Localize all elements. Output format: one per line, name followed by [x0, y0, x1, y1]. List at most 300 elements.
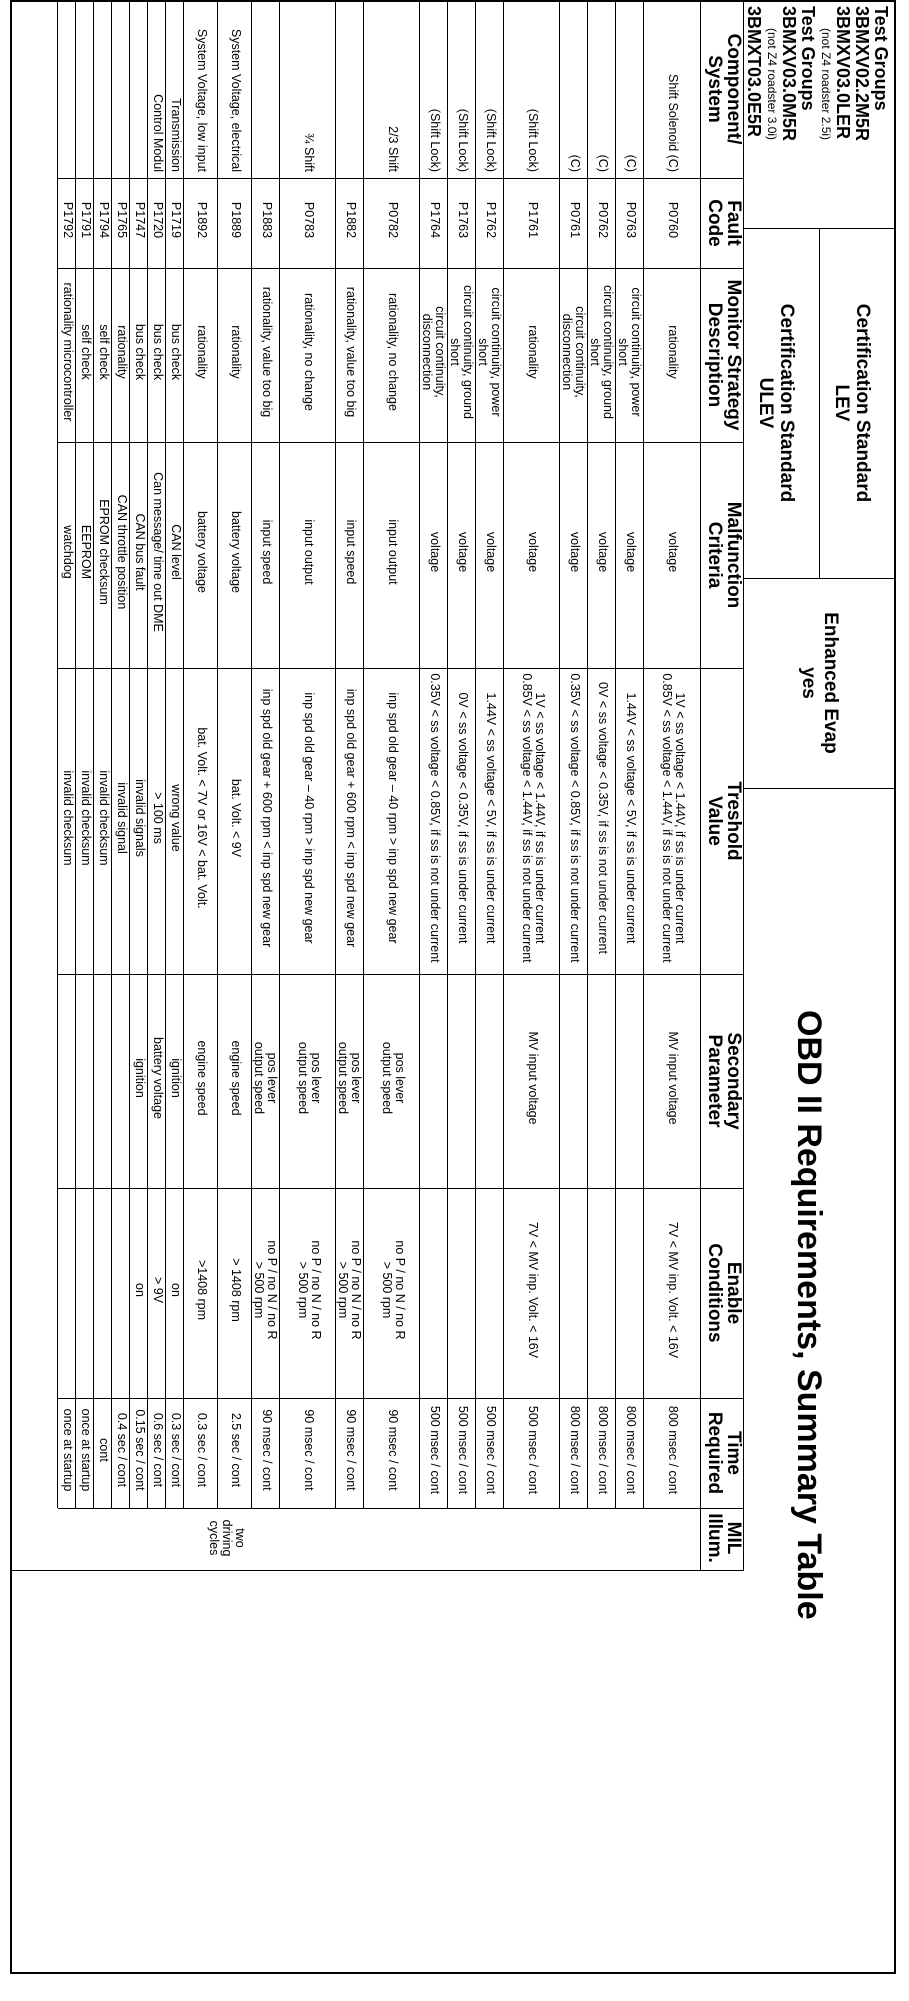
fault-code-cell — [386, 178, 399, 262]
malfunction-criteria-cell — [568, 442, 581, 662]
secondary-parameter-cell-line: output speed — [251, 1041, 266, 1115]
enable-conditions-cell — [169, 1188, 182, 1392]
threshold-value-cell-line: 0.35V < ss voltage < 0.85V, if ss is not under current — [568, 673, 582, 963]
monitor-description-cell-line: rationality — [666, 325, 680, 379]
time-required-cell-line: 0.4 sec / cont — [115, 1412, 129, 1488]
threshold-value-cell-line: invalid checksum — [79, 770, 93, 866]
fault-code-cell — [624, 178, 637, 262]
monitor-description-cell — [61, 268, 74, 436]
component-cell-line: (C) — [596, 154, 610, 172]
fault-code-cell-line: P1791 — [79, 201, 93, 239]
fault-code-cell — [302, 178, 315, 262]
monitor-description-cell-line: bus check — [151, 323, 165, 381]
threshold-value-cell-line: 1.44V < ss voltage < 5V, if ss is under current — [484, 692, 498, 944]
component-cell — [302, 0, 315, 172]
malfunction-criteria-cell-line: input speed — [344, 519, 358, 585]
fault-code-cell-line: P1794 — [97, 201, 111, 239]
monitor-description-cell — [588, 268, 614, 436]
malfunction-criteria-cell — [624, 442, 637, 662]
monitor-description-cell-line: rationality — [115, 325, 129, 379]
fault-code-cell-line: P1892 — [195, 201, 209, 239]
component-cell — [568, 0, 581, 172]
malfunction-criteria-cell-line: voltage — [428, 531, 442, 573]
threshold-value-cell-line: inp spd old gear + 600 rpm < inp spd new gear — [260, 688, 274, 948]
time-required-cell-line: 500 msec / cont — [456, 1405, 470, 1495]
time-required-cell — [61, 1398, 74, 1502]
malfunction-criteria-cell — [133, 442, 146, 662]
malfunction-criteria-cell-line: watchdog — [61, 525, 75, 579]
enable-conditions-cell-line: > 500 rpm — [379, 1261, 394, 1319]
malfunction-criteria-cell-line: battery voltage — [229, 511, 243, 593]
secondary-parameter-cell-line: ignition — [169, 1058, 183, 1098]
monitor-description-cell-line: rationality, value too big — [260, 286, 274, 418]
threshold-value-cell-line: invalid signals — [133, 779, 147, 857]
secondary-parameter-cell-line: ignition — [133, 1058, 147, 1098]
component-cell — [151, 0, 164, 172]
component-cell — [526, 0, 539, 172]
fault-code-cell — [61, 178, 74, 262]
secondary-parameter-cell — [252, 974, 278, 1182]
test-group-2: 3BMXV03.0LER — [833, 6, 853, 140]
enable-conditions-cell-line: 7V < MV inp. Volt. < 16V — [526, 1221, 540, 1359]
fault-code-cell-line: P1720 — [151, 201, 165, 239]
enable-conditions-cell-line: on — [133, 1283, 147, 1297]
malfunction-criteria-cell-line: input output — [302, 519, 316, 585]
malfunction-criteria-cell-line: Can message/ time out DME — [151, 472, 165, 632]
malfunction-criteria-cell-line: CAN throttle position — [115, 494, 129, 610]
component-cell-line: (Shift Lock) — [526, 108, 540, 172]
fault-code-cell-line: P1747 — [133, 201, 147, 239]
monitor-description-cell-line: circuit continuity, — [573, 306, 587, 398]
certification-label-2: Certification Standard — [776, 303, 797, 503]
time-required-cell-line: 800 msec / cont — [596, 1405, 610, 1495]
malfunction-criteria-cell — [386, 442, 399, 662]
secondary-parameter-cell-line: engine speed — [229, 1040, 243, 1116]
fault-code-cell — [596, 178, 609, 262]
enable-conditions-cell — [195, 1188, 208, 1392]
time-required-cell — [229, 1398, 242, 1502]
enable-conditions-cell-line: 7V < MV inp. Volt. < 16V — [666, 1221, 680, 1359]
secondary-parameter-cell — [336, 974, 362, 1182]
enable-conditions-cell — [229, 1188, 242, 1392]
fault-code-cell-line: P0763 — [624, 201, 638, 239]
secondary-parameter-cell — [195, 974, 208, 1182]
monitor-description-cell-line: circuit continuity, ground — [601, 285, 615, 419]
time-required-cell — [666, 1398, 679, 1502]
enable-conditions-cell — [336, 1188, 362, 1392]
time-required-cell — [115, 1398, 128, 1502]
time-required-cell-line: 90 msec / cont — [344, 1409, 358, 1491]
threshold-value-cell-line: invalid checksum — [97, 770, 111, 866]
monitor-description-cell — [133, 268, 146, 436]
time-required-cell-line: 800 msec / cont — [666, 1405, 680, 1495]
malfunction-criteria-cell — [302, 442, 315, 662]
fault-code-cell-line: P1719 — [169, 201, 183, 239]
fault-code-cell — [666, 178, 679, 262]
malfunction-criteria-cell-line: voltage — [456, 531, 470, 573]
enable-conditions-cell-line: >1408 rpm — [195, 1259, 209, 1321]
malfunction-criteria-cell — [666, 442, 679, 662]
malfunction-criteria-cell-line: EPROM checksum — [97, 499, 111, 605]
threshold-value-cell-line: 0.35V < ss voltage < 0.85V, if ss is not under current — [428, 673, 442, 963]
test-group-3: 3BMXV03.0M5R — [779, 6, 799, 142]
monitor-description-cell — [616, 268, 642, 436]
monitor-description-cell-line: disconnection — [419, 313, 434, 391]
threshold-value-cell-line: inp spd old gear – 40 rpm > inp spd new gear — [302, 692, 316, 944]
monitor-description-cell-line: circuit continuity, power — [629, 287, 643, 417]
secondary-parameter-cell — [666, 974, 679, 1182]
monitor-description-cell-line: self check — [79, 324, 93, 380]
certification-value-2: ULEV — [755, 377, 776, 429]
threshold-value-cell-line: 1.44V < ss voltage < 5V, if ss is under current — [624, 692, 638, 944]
threshold-value-cell-line: invalid checksum — [61, 770, 75, 866]
fault-code-cell-line: P1761 — [526, 201, 540, 239]
monitor-description-cell — [229, 268, 242, 436]
time-required-cell — [169, 1398, 182, 1502]
malfunction-criteria-cell — [596, 442, 609, 662]
malfunction-criteria-cell — [115, 442, 128, 662]
enable-conditions-cell-line: no P / no N / no R — [309, 1240, 323, 1340]
threshold-value-cell-line: invalid signal — [115, 782, 129, 854]
time-required-cell — [344, 1398, 357, 1502]
threshold-value-cell-line: > 100 ms — [151, 792, 165, 844]
component-cell-line: (Shift Lock) — [484, 108, 498, 172]
secondary-parameter-cell — [229, 974, 242, 1182]
monitor-description-cell — [79, 268, 92, 436]
component-cell-line: System Voltage, electrical — [229, 28, 243, 172]
enhanced-evap-value: yes — [798, 667, 819, 699]
threshold-value-cell — [302, 668, 315, 968]
threshold-value-cell-line: bat. Volt. < 9V — [229, 778, 243, 858]
malfunction-criteria-cell-line: EEPROM — [79, 524, 93, 580]
enable-conditions-cell-line: > 500 rpm — [251, 1261, 266, 1319]
threshold-value-cell-line: wrong value — [169, 784, 183, 852]
malfunction-criteria-cell-line: voltage — [568, 531, 582, 573]
fault-code-cell — [428, 178, 441, 262]
threshold-value-cell — [133, 668, 146, 968]
monitor-description-cell — [169, 268, 182, 436]
threshold-value-cell — [61, 668, 74, 968]
monitor-description-cell — [260, 268, 273, 436]
time-required-cell — [260, 1398, 273, 1502]
enable-conditions-cell — [151, 1188, 164, 1392]
threshold-value-cell-line: 0.85V < ss voltage < 1.44V, if ss is not under current — [659, 673, 674, 963]
threshold-value-cell-line: 1V < ss voltage < 1.44V, if ss is under current — [533, 692, 547, 944]
threshold-value-cell — [596, 668, 609, 968]
time-required-cell — [484, 1398, 497, 1502]
monitor-description-cell — [666, 268, 679, 436]
malfunction-criteria-cell — [526, 442, 539, 662]
secondary-parameter-cell-line: pos lever — [265, 1052, 279, 1104]
component-cell-line: Shift Solenoid (C) — [666, 74, 680, 172]
malfunction-criteria-cell — [229, 442, 242, 662]
threshold-value-cell — [115, 668, 128, 968]
monitor-description-cell-line: bus check — [169, 323, 183, 381]
time-required-cell — [624, 1398, 637, 1502]
threshold-value-cell — [169, 668, 182, 968]
monitor-description-cell-line: self check — [97, 324, 111, 380]
monitor-description-cell-line: circuit continuity, power — [489, 287, 503, 417]
threshold-value-cell-line: inp spd old gear + 600 rpm < inp spd new gear — [344, 688, 358, 948]
fault-code-cell-line: P1889 — [229, 201, 243, 239]
monitor-description-cell — [97, 268, 110, 436]
secondary-parameter-cell-line: pos lever — [393, 1052, 407, 1104]
monitor-description-cell — [195, 268, 208, 436]
monitor-description-cell-line: rationality — [526, 325, 540, 379]
fault-code-cell-line: P1763 — [456, 201, 470, 239]
time-required-cell-line: 0.6 sec / cont — [151, 1412, 165, 1488]
secondary-parameter-cell-line: engine speed — [195, 1040, 209, 1116]
threshold-value-cell — [344, 668, 357, 968]
page-title: OBD II Requirements, Summary Table — [790, 1010, 828, 1620]
fault-code-cell — [568, 178, 581, 262]
monitor-description-cell-line: rationality microcontroller — [61, 282, 75, 422]
time-required-cell-line: 800 msec / cont — [624, 1405, 638, 1495]
component-cell-line: 2/3 Shift — [386, 126, 400, 172]
secondary-parameter-cell — [133, 974, 146, 1182]
fault-code-cell — [97, 178, 110, 262]
malfunction-criteria-cell — [79, 442, 92, 662]
secondary-parameter-cell-line: output speed — [379, 1041, 394, 1115]
col-header-secondary-parameter: Secondary Parameter — [703, 1032, 744, 1130]
malfunction-criteria-cell-line: input output — [386, 519, 400, 585]
time-required-cell-line: 800 msec / cont — [568, 1405, 582, 1495]
time-required-cell — [596, 1398, 609, 1502]
time-required-cell — [568, 1398, 581, 1502]
component-cell — [195, 0, 208, 172]
threshold-value-cell — [151, 668, 164, 968]
threshold-value-cell-line: 0V < ss voltage < 0.35V, if ss is under current — [456, 692, 470, 944]
threshold-value-cell — [428, 668, 441, 968]
time-required-cell-line: 0.3 sec / cont — [169, 1412, 183, 1488]
threshold-value-cell-line: bat. Volt. < 7V or 16V < bat. Volt. — [195, 727, 209, 909]
enable-conditions-cell-line: > 500 rpm — [335, 1261, 350, 1319]
enable-conditions-cell — [666, 1188, 679, 1392]
col-header-threshold-value: Treshold Value — [703, 781, 744, 861]
fault-code-cell — [195, 178, 208, 262]
time-required-cell-line: once at startup — [79, 1408, 93, 1492]
time-required-cell — [97, 1398, 110, 1502]
component-cell-line: Transmission — [169, 98, 183, 172]
threshold-value-cell — [97, 668, 110, 968]
time-required-cell-line: 90 msec / cont — [386, 1409, 400, 1491]
fault-code-cell-line: P0762 — [596, 201, 610, 239]
component-cell-line: (Shift Lock) — [428, 108, 442, 172]
col-header-time-required: Time Required — [703, 1411, 744, 1495]
col-header-component: Component/ System — [703, 33, 744, 145]
malfunction-criteria-cell-line: voltage — [596, 531, 610, 573]
col-header-monitor-strategy: Monitor Strategy Description — [703, 279, 744, 431]
time-required-cell-line: once at startup — [61, 1408, 75, 1492]
malfunction-criteria-cell — [260, 442, 273, 662]
component-cell — [428, 0, 441, 172]
time-required-cell — [133, 1398, 146, 1502]
malfunction-criteria-cell — [484, 442, 497, 662]
enable-conditions-cell-line: > 500 rpm — [295, 1261, 310, 1319]
malfunction-criteria-cell-line: voltage — [484, 531, 498, 573]
threshold-value-cell — [260, 668, 273, 968]
threshold-value-cell — [660, 668, 686, 968]
monitor-description-cell — [115, 268, 128, 436]
col-header-enable-conditions: Enable Conditions — [703, 1243, 744, 1343]
time-required-cell — [151, 1398, 164, 1502]
threshold-value-cell — [624, 668, 637, 968]
component-cell — [456, 0, 469, 172]
component-cell — [596, 0, 609, 172]
time-required-cell-line: 0.15 sec / cont — [133, 1409, 147, 1491]
time-required-cell-line: 500 msec / cont — [428, 1405, 442, 1495]
time-required-cell-line: cont — [97, 1438, 111, 1462]
monitor-description-cell-line: short — [475, 338, 490, 366]
malfunction-criteria-cell — [61, 442, 74, 662]
fault-code-cell-line: P1762 — [484, 201, 498, 239]
col-header-fault-code: Fault Code — [703, 199, 744, 247]
malfunction-criteria-cell — [456, 442, 469, 662]
component-cell-line: Control Modul — [151, 94, 165, 172]
time-required-cell-line: 2.5 sec / cont — [229, 1412, 243, 1488]
malfunction-criteria-cell — [428, 442, 441, 662]
threshold-value-cell-line: inp spd old gear – 40 rpm > inp spd new gear — [386, 692, 400, 944]
fault-code-cell-line: P0782 — [386, 201, 400, 239]
fault-code-cell — [260, 178, 273, 262]
rotated-table-sheet — [8, 0, 896, 1974]
component-cell-line: (C) — [568, 154, 582, 172]
monitor-description-cell-line: rationality, no change — [386, 293, 400, 411]
time-required-cell-line: 500 msec / cont — [526, 1405, 540, 1495]
monitor-description-cell-line: short — [615, 338, 630, 366]
time-required-cell — [456, 1398, 469, 1502]
fault-code-cell-line: P0760 — [666, 201, 680, 239]
threshold-value-cell — [568, 668, 581, 968]
fault-code-cell — [169, 178, 182, 262]
enable-conditions-cell-line: on — [169, 1283, 183, 1297]
secondary-parameter-cell-line: MV input voltage — [666, 1031, 680, 1125]
enhanced-evap-label: Enhanced Evap — [820, 612, 841, 754]
threshold-value-cell — [386, 668, 399, 968]
fault-code-cell — [79, 178, 92, 262]
monitor-description-cell — [420, 268, 446, 436]
threshold-value-cell — [456, 668, 469, 968]
monitor-description-cell — [476, 268, 502, 436]
time-required-cell — [428, 1398, 441, 1502]
fault-code-cell-line: P0783 — [302, 201, 316, 239]
enable-conditions-cell — [296, 1188, 322, 1392]
fault-code-cell — [526, 178, 539, 262]
fault-code-cell — [115, 178, 128, 262]
time-required-cell-line: 500 msec / cont — [484, 1405, 498, 1495]
monitor-description-cell-line: rationality — [195, 325, 209, 379]
monitor-description-cell-line: rationality, value too big — [344, 286, 358, 418]
monitor-description-cell-line: circuit continuity, — [433, 306, 447, 398]
secondary-parameter-cell — [380, 974, 406, 1182]
monitor-description-cell-line: short — [587, 338, 602, 366]
enable-conditions-cell — [252, 1188, 278, 1392]
time-required-cell — [79, 1398, 92, 1502]
component-cell — [229, 0, 242, 172]
fault-code-cell-line: P1792 — [61, 201, 75, 239]
secondary-parameter-cell — [296, 974, 322, 1182]
component-cell-line: (C) — [624, 154, 638, 172]
enable-conditions-cell-line: no P / no N / no R — [265, 1240, 279, 1340]
component-cell — [484, 0, 497, 172]
monitor-description-cell — [448, 268, 474, 436]
threshold-value-cell — [520, 668, 546, 968]
monitor-description-cell-line: short — [447, 338, 462, 366]
time-required-cell — [302, 1398, 315, 1502]
fault-code-cell — [456, 178, 469, 262]
time-required-cell — [386, 1398, 399, 1502]
test-group-note-2: (not Z4 roadster 3.0i) — [765, 28, 779, 141]
monitor-description-cell-line: bus check — [133, 323, 147, 381]
time-required-cell-line: 90 msec / cont — [302, 1409, 316, 1491]
test-groups-label-2: Test Groups — [798, 6, 818, 111]
time-required-cell — [195, 1398, 208, 1502]
secondary-parameter-cell-line: battery voltage — [151, 1037, 165, 1119]
monitor-description-cell — [151, 268, 164, 436]
time-required-cell — [526, 1398, 539, 1502]
monitor-description-cell-line: rationality — [229, 325, 243, 379]
fault-code-cell-line: P1883 — [260, 201, 274, 239]
secondary-parameter-cell-line: MV input voltage — [526, 1031, 540, 1125]
monitor-description-cell-line: circuit continuity, ground — [461, 285, 475, 419]
malfunction-criteria-cell — [97, 442, 110, 662]
component-cell — [169, 0, 182, 172]
component-cell — [666, 0, 679, 172]
fault-code-cell — [151, 178, 164, 262]
fault-code-cell — [229, 178, 242, 262]
enable-conditions-cell — [380, 1188, 406, 1392]
col-header-mil-illum: MIL Illum. — [703, 1513, 744, 1563]
test-group-note-1: (not Z4 roadster 2.5i) — [819, 28, 833, 141]
monitor-description-cell-line: rationality, no change — [302, 293, 316, 411]
component-cell — [624, 0, 637, 172]
threshold-value-cell — [79, 668, 92, 968]
test-group-1: 3BMXV02.2M5R — [852, 6, 872, 142]
monitor-description-cell — [560, 268, 586, 436]
monitor-description-cell — [344, 268, 357, 436]
secondary-parameter-cell — [169, 974, 182, 1182]
enable-conditions-cell-line: no P / no N / no R — [393, 1240, 407, 1340]
certification-label-1: Certification Standard — [852, 303, 873, 503]
component-cell-line: (Shift Lock) — [456, 108, 470, 172]
malfunction-criteria-cell-line: battery voltage — [195, 511, 209, 593]
secondary-parameter-cell-line: output speed — [335, 1041, 350, 1115]
secondary-parameter-cell-line: pos lever — [349, 1052, 363, 1104]
malfunction-criteria-cell — [344, 442, 357, 662]
malfunction-criteria-cell — [151, 442, 164, 662]
enable-conditions-cell — [133, 1188, 146, 1392]
threshold-value-cell-line: 1V < ss voltage < 1.44V, if ss is under current — [673, 692, 687, 944]
malfunction-criteria-cell-line: CAN level — [169, 524, 183, 580]
certification-value-1: LEV — [831, 384, 852, 422]
test-groups-label: Test Groups — [871, 6, 891, 111]
malfunction-criteria-cell-line: input speed — [260, 519, 274, 585]
fault-code-cell — [484, 178, 497, 262]
component-cell — [386, 0, 399, 172]
time-required-cell-line: 0.3 sec / cont — [195, 1412, 209, 1488]
malfunction-criteria-cell-line: CAN bus fault — [133, 513, 147, 591]
fault-code-cell-line: P1764 — [428, 201, 442, 239]
fault-code-cell-line: P1765 — [115, 201, 129, 239]
test-group-4: 3BMXT03.0E5R — [744, 6, 764, 138]
threshold-value-cell-line: 0V < ss voltage < 0.35V, if ss is not under current — [596, 682, 610, 954]
fault-code-cell-line: P1882 — [344, 201, 358, 239]
fault-code-cell — [133, 178, 146, 262]
monitor-description-cell — [302, 268, 315, 436]
enable-conditions-cell-line: > 1408 rpm — [229, 1258, 243, 1322]
col-header-malfunction-criteria: Malfunction Criteria — [703, 501, 744, 609]
mil-note: two driving cycles — [206, 1519, 247, 1557]
